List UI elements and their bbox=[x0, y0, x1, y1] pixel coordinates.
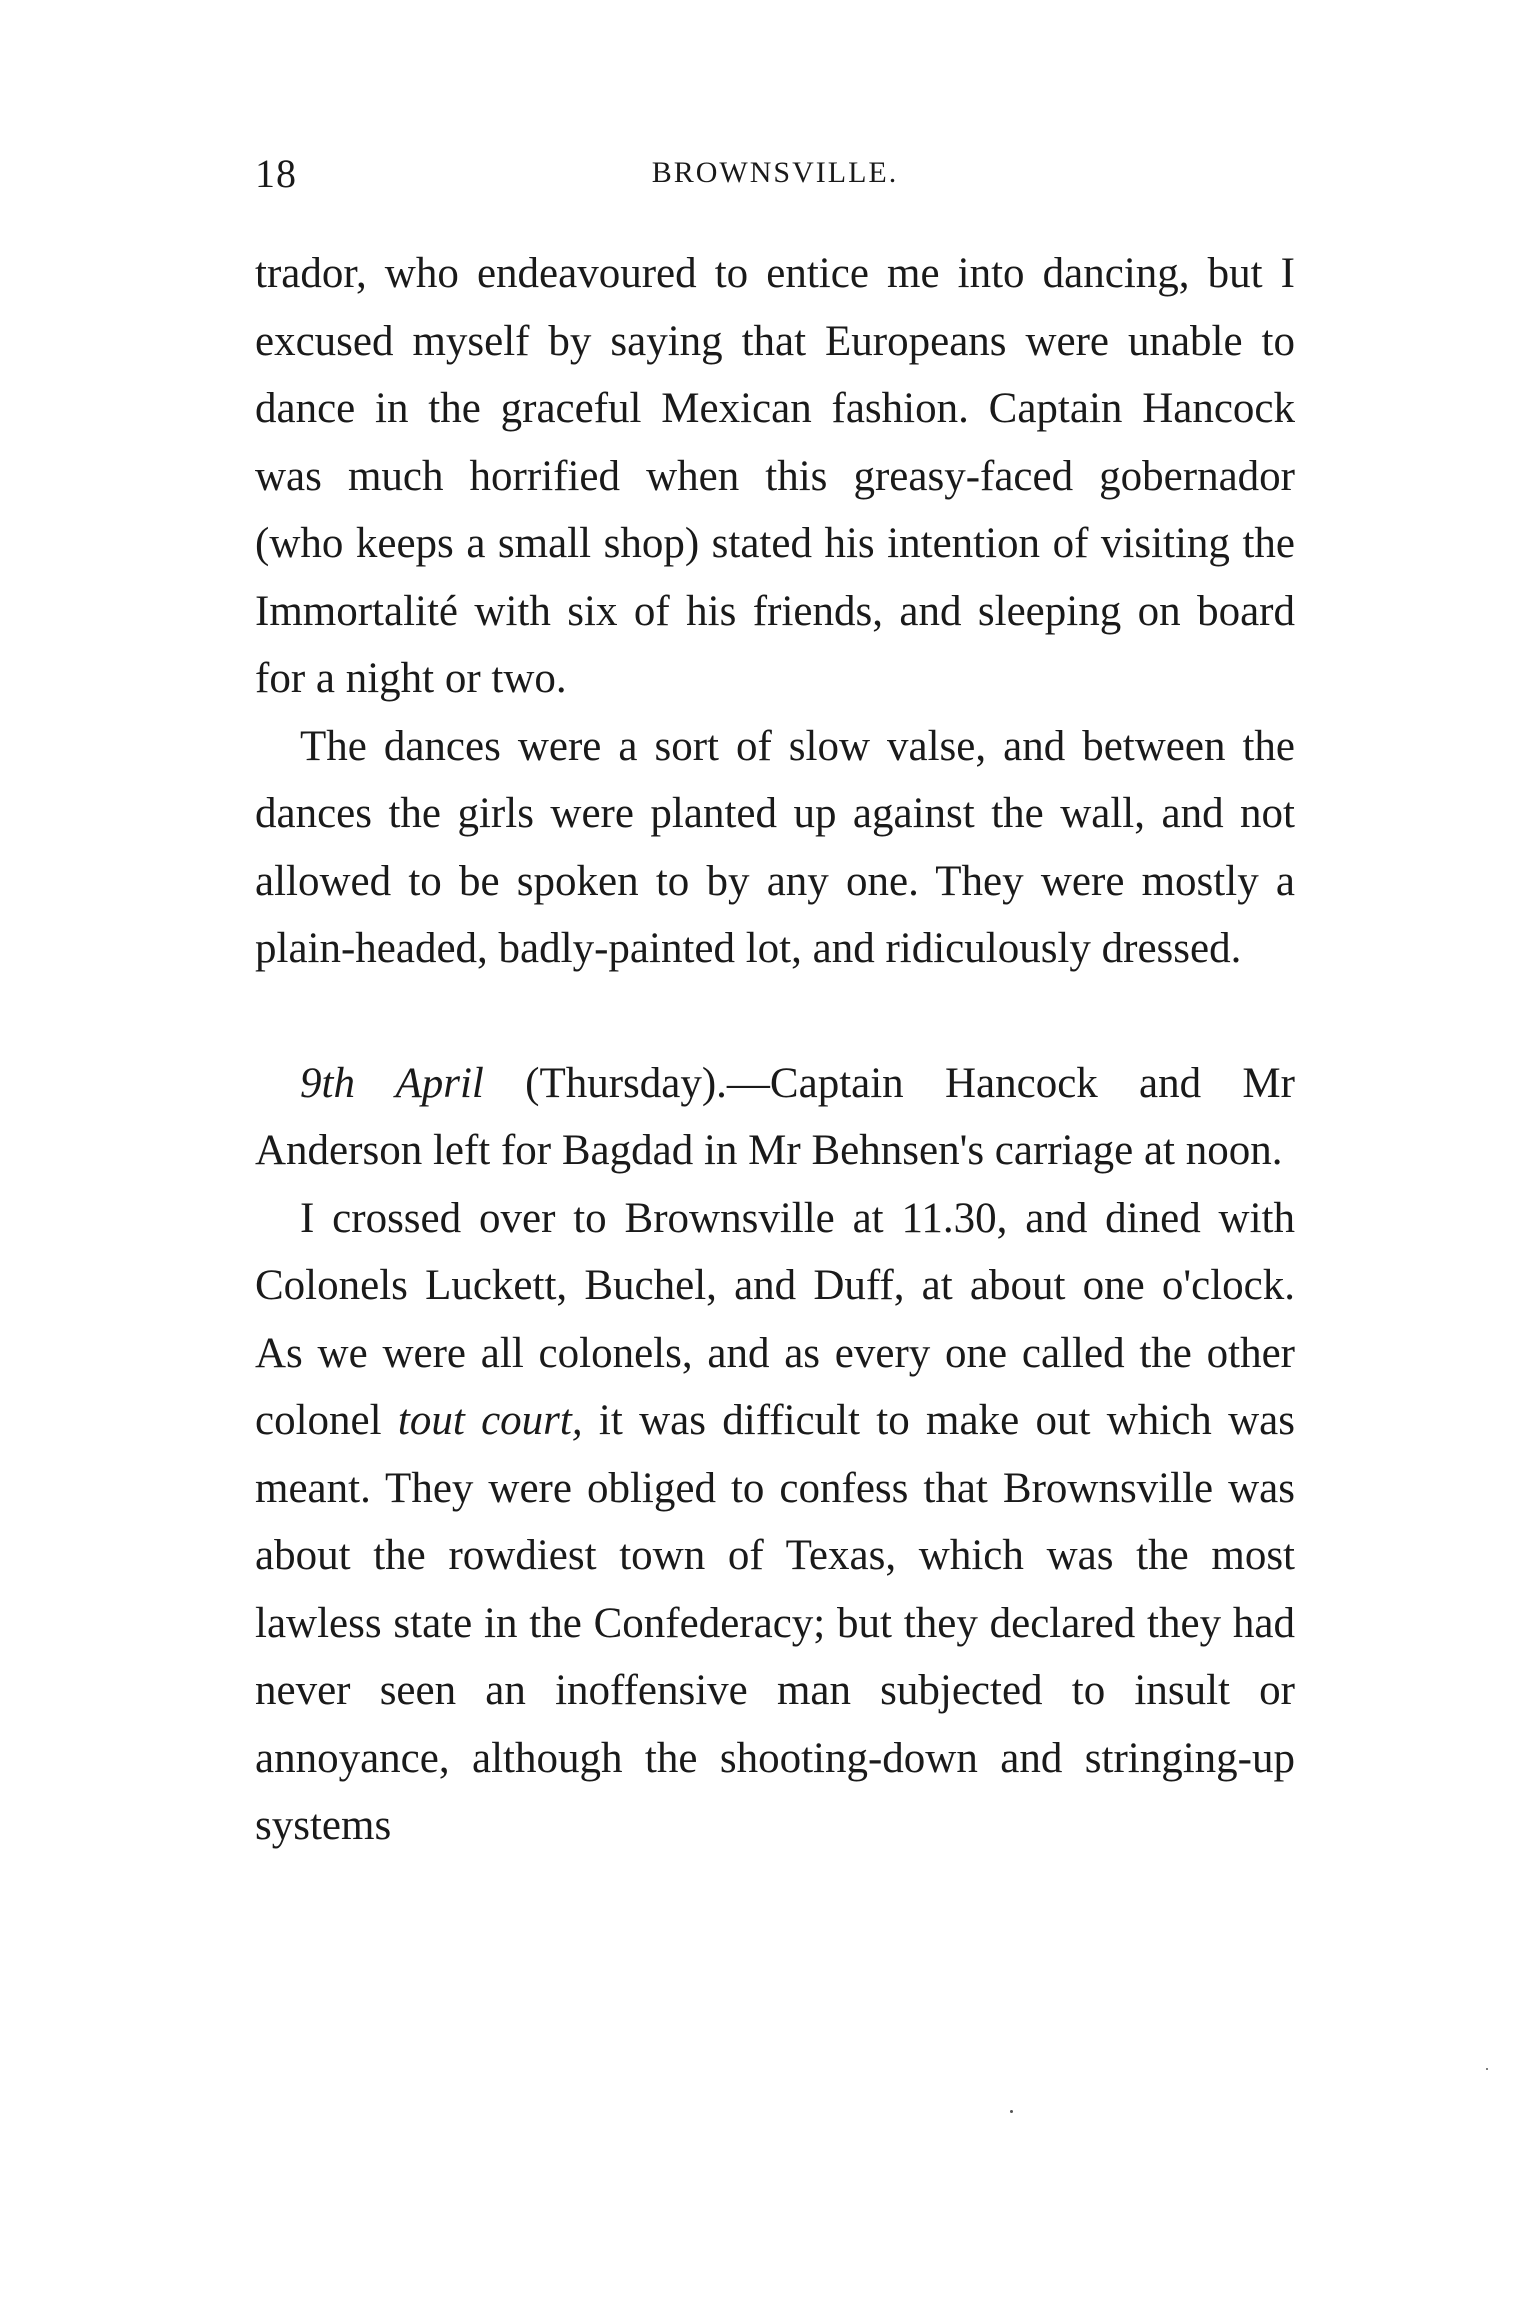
paragraph-dances: The dances were a sort of slow valse, and between the dances the girls were planted up against the wall, and not allowed to be spoken to by any one. They were mostly a plain-headed, badly-painted lot, and ridiculously dressed. bbox=[255, 722, 1295, 972]
print-speck bbox=[1486, 2068, 1488, 2070]
running-head bbox=[255, 150, 1295, 200]
paragraph-brownsville bbox=[255, 1185, 1295, 1860]
italic-phrase: tout court, bbox=[397, 1397, 583, 1444]
running-title: BROWNSVILLE. bbox=[651, 156, 899, 189]
entry-date: 9th April bbox=[300, 1059, 484, 1107]
page-number: 18 bbox=[255, 151, 297, 196]
paragraph-continuation: trador, who endeavoured to entice me into dancing, but I excused myself by saying that Europeans were unable to dance in the graceful Mexican fashion. Captain Hancock was much horrified when this greasy-faced gobernador (who keeps a small shop) stated his intention of visiting the Immortalité with six of his friends, and sleeping on board for a night or two. bbox=[255, 250, 1295, 702]
paragraph-text-part: it was difficult to make out which was meant. They were obliged to confess that Brownsville was about the rowdiest town of Texas, which was the most lawless state in the Confederacy; but they declared they had never seen an inoffensive man subjected to insult or annoyance, although the shooting-down and stringing-up systems bbox=[255, 1397, 1295, 1849]
entry-text: (Thursday).—Captain Hancock and Mr Anderson left for Bagdad in Mr Behnsen's carriage at noon. bbox=[255, 1059, 1295, 1174]
body-text bbox=[255, 240, 1295, 1860]
print-speck bbox=[1010, 2110, 1013, 2113]
paragraph-text-part: I crossed over to Brownsville at 11.30, and dined with Colonels Luckett, Buchel, and Duff, at about one o'clock. As we were all colonels, and as every one called the other colonel bbox=[255, 1194, 1295, 1444]
paragraph-diary-entry bbox=[255, 1050, 1295, 1185]
